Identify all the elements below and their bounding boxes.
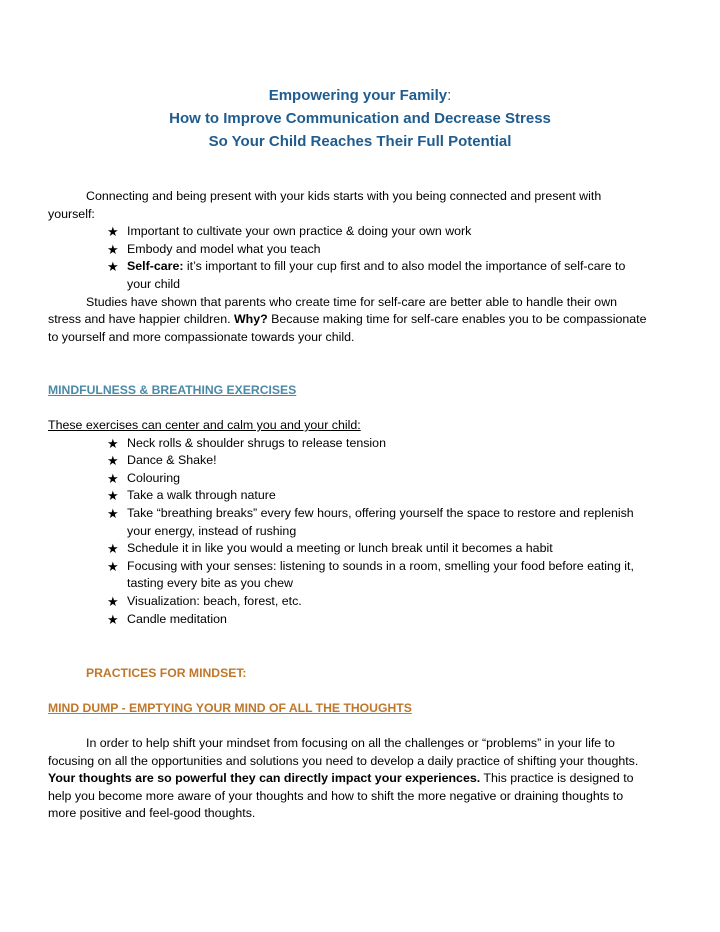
star-icon: ★ (107, 435, 119, 451)
star-icon: ★ (107, 505, 119, 521)
star-icon: ★ (107, 541, 119, 557)
mindfulness-heading: MINDFULNESS & BREATHING EXERCISES (48, 383, 297, 397)
intro-section (48, 188, 648, 346)
mind-dump-heading: MIND DUMP - EMPTYING YOUR MIND OF ALL THE THOUGHTS (48, 701, 412, 715)
mindset-section (86, 665, 686, 683)
title-line-3: So Your Child Reaches Their Full Potential (208, 133, 512, 150)
intro-paragraph: Connecting and being present with your kids starts with you being connected and present with yourself: (48, 189, 602, 221)
list-item: ★ Self-care: it’s important to fill your cup first and to also model the importance of self-care to your child (107, 259, 626, 291)
studies-paragraph: Studies have shown that parents who create time for self-care are better able to handle their own stress and have happier children. Why? Because making time for self-care enables you to be compassionate to yourself and more compassionate towards your child. (48, 294, 647, 344)
star-icon: ★ (107, 488, 119, 504)
mind-dump-section (48, 700, 648, 718)
star-icon: ★ (107, 259, 119, 275)
mindfulness-lead: These exercises can center and calm you and your child: (48, 418, 361, 432)
list-item: ★ Schedule it in like you would a meeting or lunch break until it becomes a habit (107, 541, 553, 557)
list-item: ★ Important to cultivate your own practice & doing your own work (107, 224, 472, 240)
star-icon: ★ (107, 453, 119, 469)
star-icon: ★ (107, 224, 119, 240)
mindfulness-bullet-list (48, 435, 648, 629)
list-item: ★ Focusing with your senses: listening to sounds in a room, smelling your food before eating it, tasting every bite as you chew (107, 558, 634, 591)
list-item: ★ Embody and model what you teach (107, 241, 321, 257)
title-line-2: How to Improve Communication and Decrease Stress (169, 110, 551, 127)
list-item: ★ Take a walk through nature (107, 488, 276, 504)
star-icon: ★ (107, 241, 119, 257)
list-item: ★ Visualization: beach, forest, etc. (107, 593, 302, 609)
title-line-1: Empowering your Family: (268, 87, 452, 104)
mind-dump-paragraph: In order to help shift your mindset from focusing on all the challenges or “problems” in your life to focusing on all the opportunities and solutions you need to develop a daily practice of shifting your thoughts. Your thoughts are so powerful they can directly impact your experiences. This practice is designed to help you become more aware of your thoughts and how to shift the more negative or draining thoughts to more positive and feel-good thoughts. (48, 736, 639, 821)
list-item: ★ Candle meditation (107, 611, 227, 627)
list-item: ★ Neck rolls & shoulder shrugs to release tension (107, 435, 386, 451)
mindset-heading: PRACTICES FOR MINDSET: (86, 666, 247, 680)
document-title (0, 84, 720, 153)
mind-dump-body (48, 735, 648, 823)
list-item: ★ Colouring (107, 470, 181, 486)
list-item: ★ Dance & Shake! (107, 453, 217, 469)
star-icon: ★ (107, 611, 119, 627)
intro-bullet-list (48, 223, 648, 293)
star-icon: ★ (107, 558, 119, 574)
list-item: ★ Take “breathing breaks” every few hours, offering yourself the space to restore and replenish your energy, instead of rushing (107, 505, 634, 538)
mindfulness-section (48, 382, 648, 400)
mindfulness-list-section (48, 417, 648, 628)
star-icon: ★ (107, 593, 119, 609)
star-icon: ★ (107, 470, 119, 486)
